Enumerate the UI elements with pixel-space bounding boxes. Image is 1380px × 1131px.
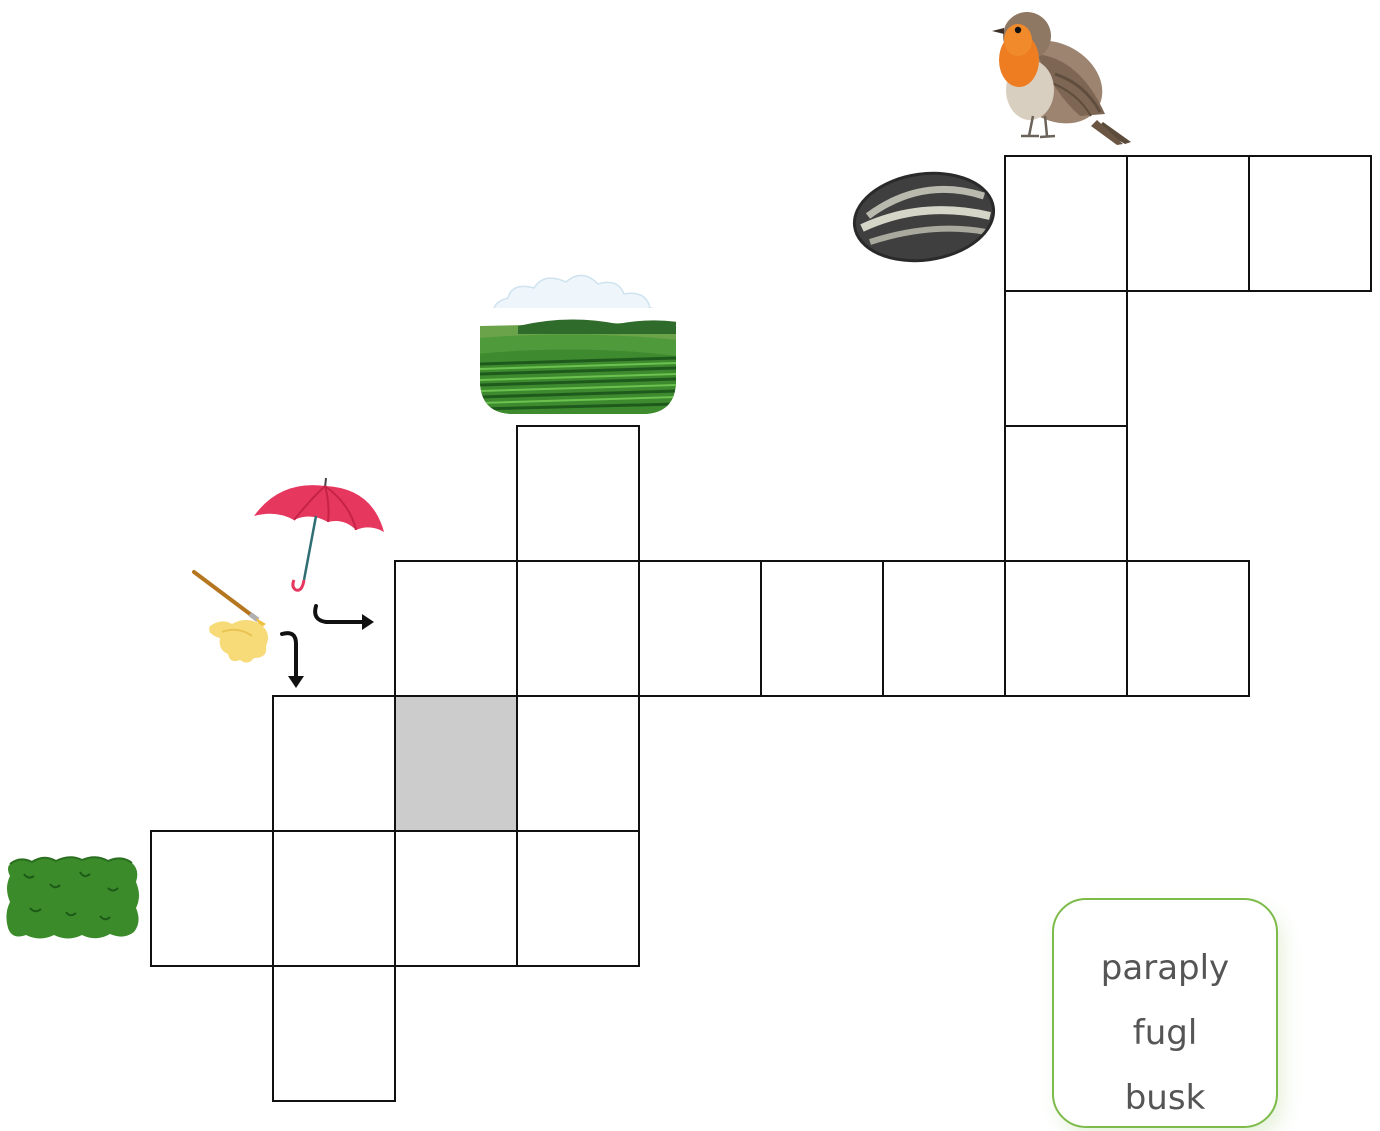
crossword-cell[interactable] <box>394 560 518 697</box>
word-bank-item: busk <box>1124 1078 1206 1118</box>
crossword-cell[interactable] <box>516 560 640 697</box>
across-arrow-icon <box>308 600 376 634</box>
crossword-cell[interactable] <box>1004 560 1128 697</box>
crossword-cell[interactable] <box>1126 155 1250 292</box>
crossword-cell[interactable] <box>1004 425 1128 562</box>
crossword-cell[interactable] <box>394 830 518 967</box>
word-bank-item: fugl <box>1132 1013 1198 1053</box>
crossword-cell[interactable] <box>272 830 396 967</box>
crossword-cell[interactable] <box>882 560 1006 697</box>
crossword-cell[interactable] <box>1004 290 1128 427</box>
hedge-bush-clue-icon <box>4 854 142 942</box>
crossword-cell[interactable] <box>150 830 274 967</box>
crossword-cell[interactable] <box>516 425 640 562</box>
field-landscape-clue-icon <box>478 268 678 416</box>
word-bank <box>1052 898 1278 1128</box>
crossword-cell[interactable] <box>638 560 762 697</box>
crossword-cell[interactable] <box>1126 560 1250 697</box>
word-bank-item: paraply <box>1100 948 1230 988</box>
crossword-cell[interactable] <box>1004 155 1128 292</box>
crossword-cell[interactable] <box>272 965 396 1102</box>
seed-clue-icon <box>852 170 997 264</box>
blocked-cell <box>394 695 518 832</box>
down-arrow-icon <box>276 626 312 692</box>
paint-brush-clue-icon <box>188 566 272 668</box>
crossword-cell[interactable] <box>272 695 396 832</box>
crossword-cell[interactable] <box>1248 155 1372 292</box>
crossword-cell[interactable] <box>516 695 640 832</box>
robin-bird-clue-icon <box>985 4 1140 146</box>
crossword-cell[interactable] <box>760 560 884 697</box>
crossword-cell[interactable] <box>516 830 640 967</box>
